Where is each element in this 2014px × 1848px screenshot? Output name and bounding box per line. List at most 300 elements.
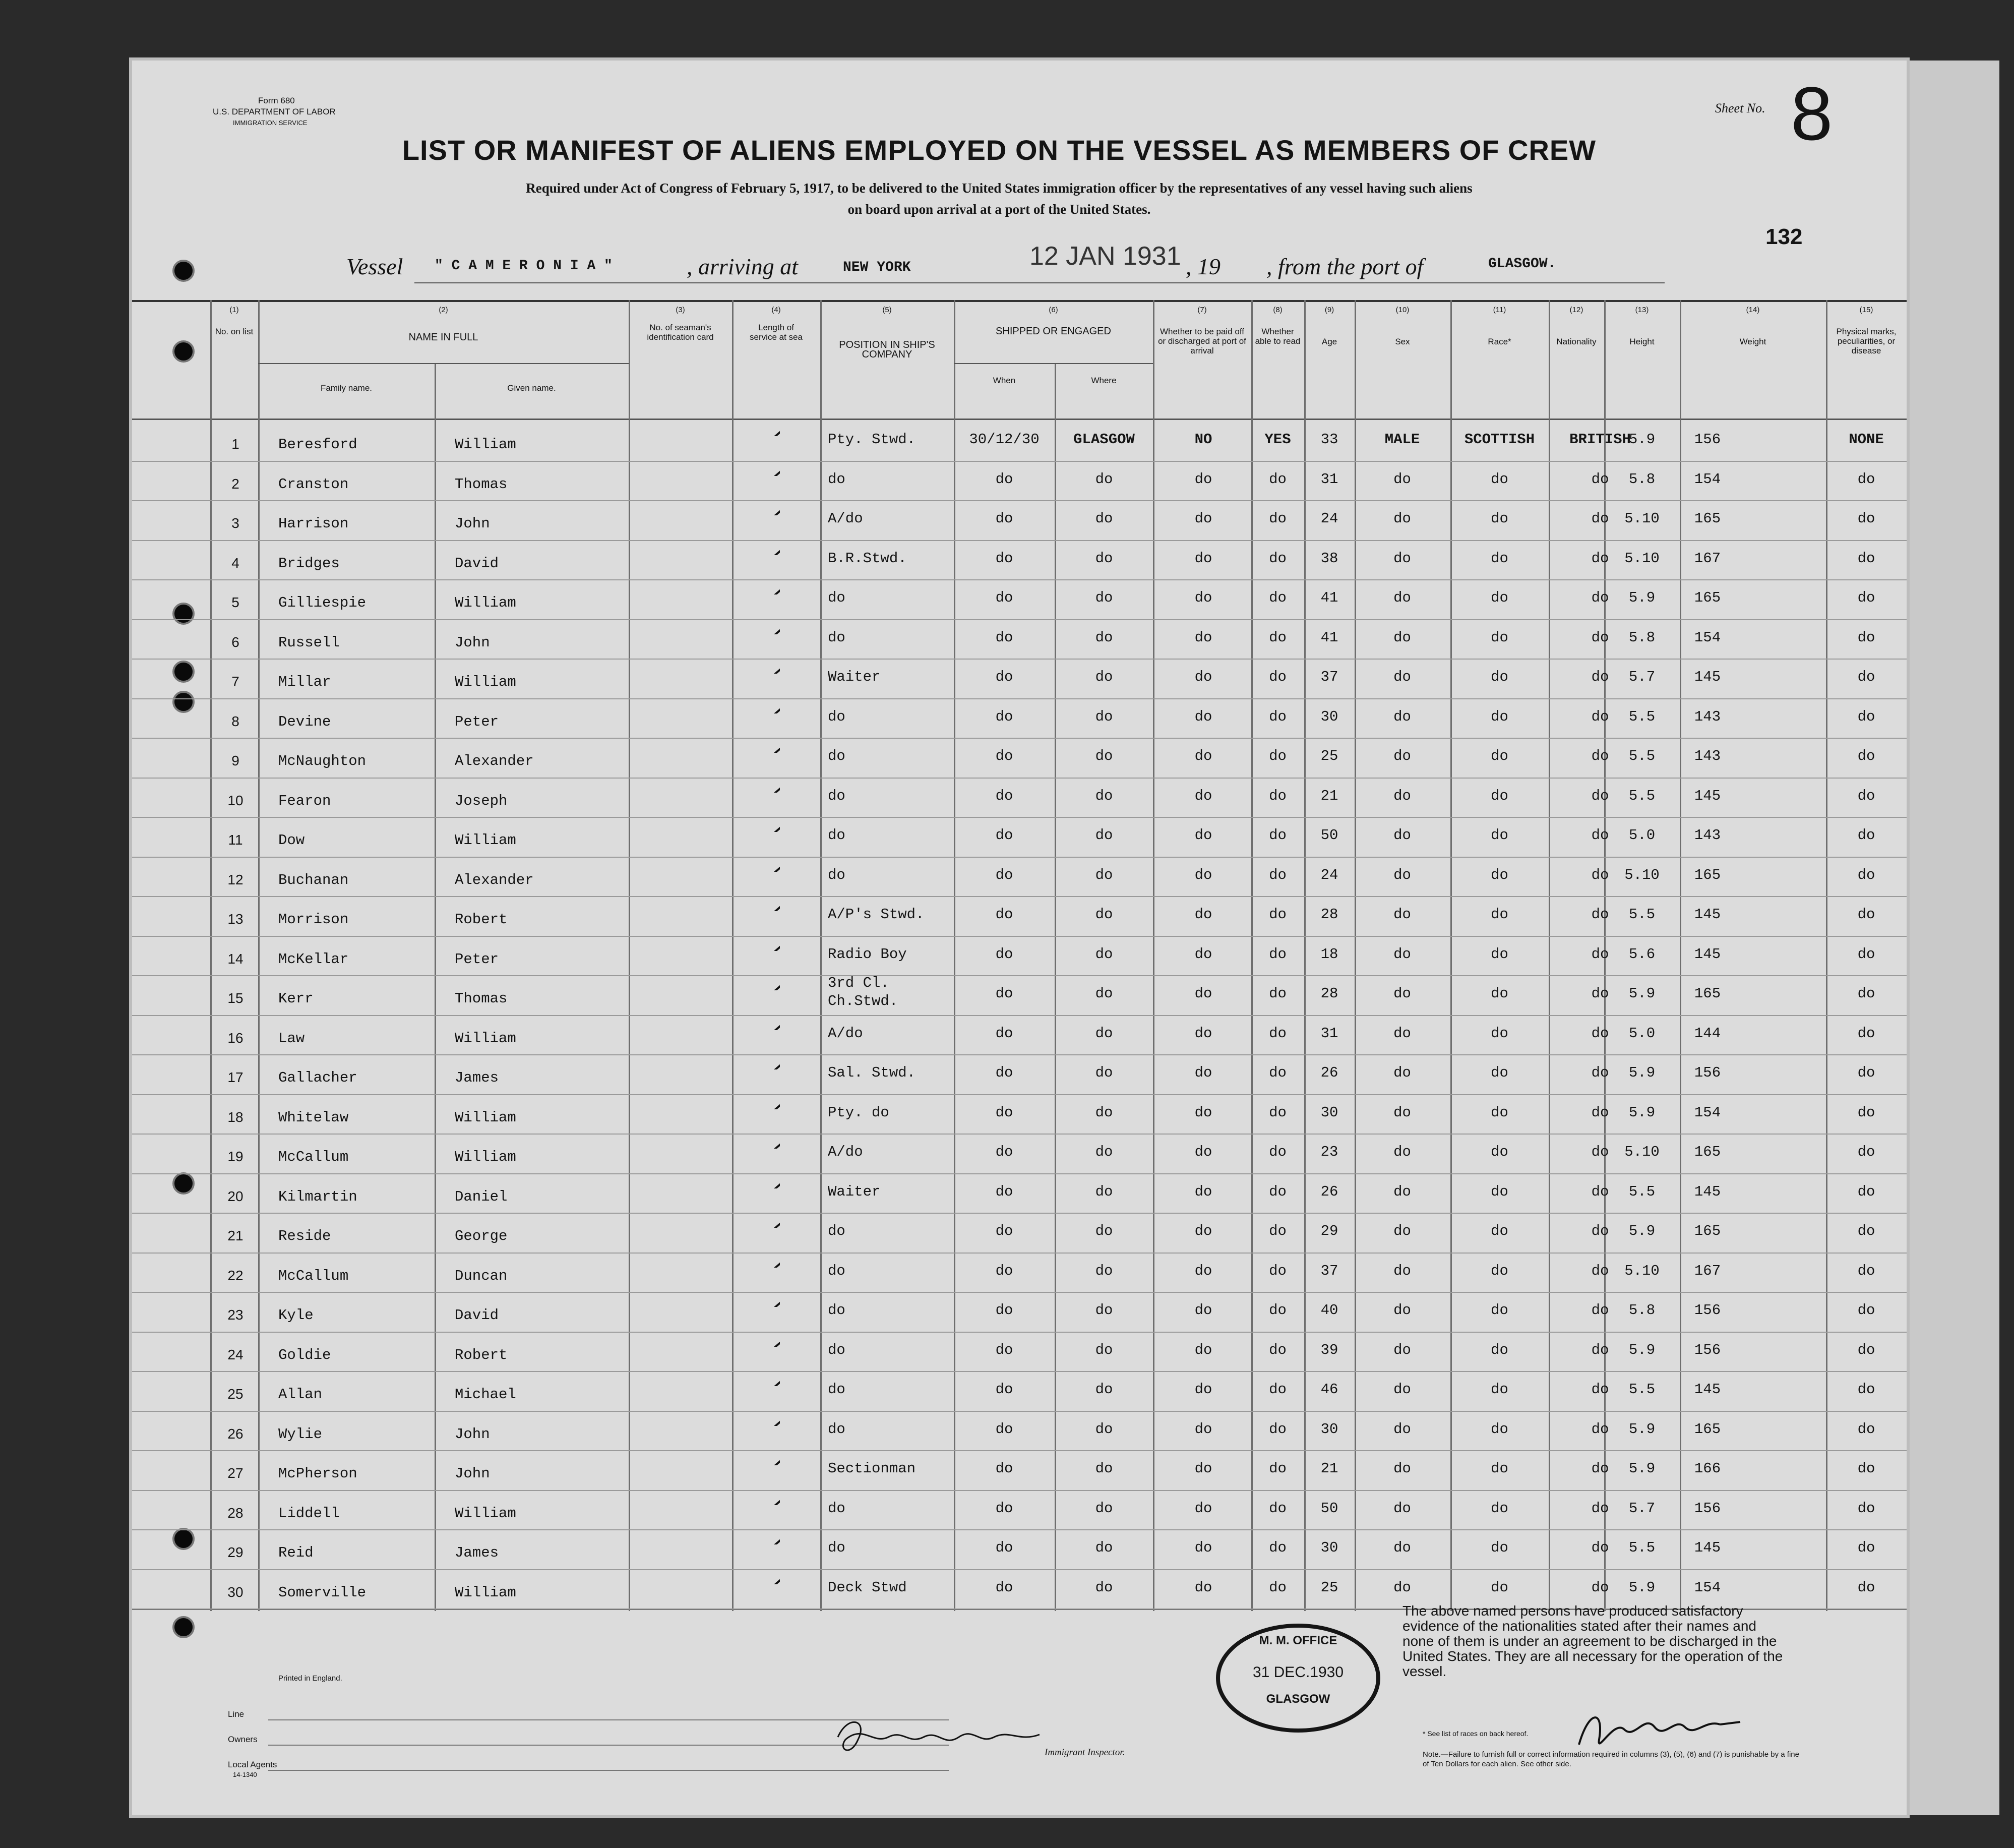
row-number-cell: 18 (227, 1109, 243, 1125)
height-cell: 5.5 (1628, 1381, 1656, 1398)
stamp-top-text: M. M. OFFICE (1259, 1634, 1337, 1647)
nationality-cell: do (1591, 827, 1609, 844)
mm-office-stamp (1216, 1624, 1380, 1733)
row-number-cell: 4 (231, 555, 239, 571)
race-cell: do (1491, 1183, 1508, 1200)
weight-cell: 154 (1694, 1579, 1721, 1596)
col-divider (732, 300, 734, 1611)
height-cell: 5.9 (1628, 985, 1656, 1002)
sex-cell: do (1393, 629, 1411, 646)
nationality-cell: BRITISH (1569, 431, 1631, 448)
shipped-when-cell: do (995, 866, 1013, 883)
row-rule (132, 698, 1907, 699)
given-name-cell: William (455, 436, 516, 453)
row-rule (132, 857, 1907, 858)
checkmark-icon (750, 411, 780, 436)
position-cell: Pty. Stwd. (828, 431, 916, 448)
physical-marks-cell: do (1857, 945, 1875, 963)
checkmark-icon (750, 530, 780, 555)
col-divider (1153, 300, 1154, 1611)
sex-cell: do (1393, 1302, 1411, 1319)
age-cell: 39 (1320, 1341, 1338, 1358)
shipped-when-cell: do (995, 1460, 1013, 1477)
weight-cell: 165 (1694, 510, 1721, 527)
given-name-cell: William (455, 1584, 516, 1601)
weight-cell: 143 (1694, 827, 1721, 844)
height-cell: 5.10 (1624, 510, 1660, 527)
paid-off-cell: do (1194, 748, 1212, 764)
position-cell: Waiter (828, 1183, 881, 1200)
position-cell: do (828, 787, 845, 804)
stamp-bottom-text: GLASGOW (1266, 1692, 1330, 1706)
nationality-cell: do (1591, 1381, 1609, 1398)
family-name-cell: Cranston (278, 475, 349, 493)
col15-number: (15) (1859, 306, 1873, 314)
race-cell: do (1491, 1302, 1508, 1319)
sex-cell: do (1393, 1500, 1411, 1517)
shipped-where-cell: do (1095, 1539, 1113, 1556)
family-name-cell: Kilmartin (278, 1188, 357, 1205)
col2-number: (2) (439, 306, 448, 314)
nationality-cell: do (1591, 708, 1609, 725)
position-cell: Deck Stwd (828, 1579, 907, 1596)
height-cell: 5.5 (1628, 906, 1656, 923)
underlying-page (1901, 61, 1999, 1815)
weight-cell: 166 (1694, 1460, 1721, 1477)
checkmark-icon (750, 648, 780, 674)
vessel-label: Vessel (346, 254, 403, 279)
weight-cell: 165 (1694, 1420, 1721, 1438)
inspector-label: Immigrant Inspector. (1045, 1747, 1125, 1758)
able-to-read-cell: do (1269, 1500, 1287, 1517)
able-to-read-cell: do (1269, 1223, 1287, 1239)
family-name-cell: Millar (278, 674, 331, 690)
race-cell: do (1491, 1064, 1508, 1081)
row-number-cell: 24 (227, 1346, 243, 1362)
given-name-cell: Thomas (455, 475, 508, 493)
given-name-cell: William (455, 1505, 516, 1522)
height-cell: 5.9 (1628, 1341, 1656, 1358)
height-cell: 5.9 (1628, 1460, 1656, 1477)
shipped-when-cell: do (995, 1500, 1013, 1517)
given-name-cell: Peter (455, 950, 499, 968)
year-label: , 19 (1186, 254, 1220, 279)
able-to-read-cell: do (1269, 589, 1287, 606)
race-cell: do (1491, 589, 1508, 606)
weight-cell: 156 (1694, 1302, 1721, 1319)
sex-cell: do (1393, 827, 1411, 844)
checkmark-icon (750, 1282, 780, 1307)
weight-cell: 143 (1694, 708, 1721, 725)
age-cell: 26 (1320, 1064, 1338, 1081)
row-rule (132, 461, 1907, 462)
position-cell: Sectionman (828, 1460, 916, 1477)
weight-cell: 165 (1694, 1144, 1721, 1160)
paid-off-cell: do (1194, 1500, 1212, 1517)
able-to-read-cell: do (1269, 1104, 1287, 1121)
shipped-when-cell: do (995, 906, 1013, 923)
agents-rule (268, 1770, 949, 1771)
checkmark-icon (750, 1440, 780, 1465)
age-cell: 28 (1320, 906, 1338, 923)
checkmark-icon (750, 1322, 780, 1347)
height-cell: 5.9 (1628, 1579, 1656, 1596)
age-cell: 38 (1320, 550, 1338, 567)
paid-off-cell: do (1194, 1183, 1212, 1200)
sex-cell: do (1393, 1420, 1411, 1438)
physical-marks-cell: do (1857, 1500, 1875, 1517)
col6b-header: Where (1091, 376, 1117, 385)
nationality-cell: do (1591, 1064, 1609, 1081)
position-cell: do (828, 1223, 845, 1239)
checkmark-icon (750, 1559, 780, 1584)
paid-off-cell: do (1194, 787, 1212, 804)
weight-cell: 145 (1694, 669, 1721, 685)
given-name-cell: James (455, 1544, 499, 1561)
height-cell: 5.9 (1628, 431, 1656, 448)
height-cell: 5.7 (1628, 669, 1656, 685)
family-name-cell: Kerr (278, 990, 314, 1007)
shipped-when-cell: do (995, 550, 1013, 567)
shipped-where-cell: do (1095, 1460, 1113, 1477)
height-cell: 5.6 (1628, 945, 1656, 963)
position-cell: do (828, 1381, 845, 1398)
arrival-port: NEW YORK (843, 260, 911, 275)
shipped-when-cell: do (995, 1223, 1013, 1239)
col2-header: NAME IN FULL (408, 332, 478, 343)
nationality-cell: do (1591, 1223, 1609, 1239)
paid-off-cell: do (1194, 589, 1212, 606)
weight-cell: 154 (1694, 470, 1721, 488)
checkmark-icon (750, 609, 780, 634)
master-signature (1569, 1699, 1760, 1760)
nationality-cell: do (1591, 550, 1609, 567)
able-to-read-cell: do (1269, 748, 1287, 764)
nationality-cell: do (1591, 1262, 1609, 1279)
row-number-cell: 9 (231, 753, 239, 768)
given-name-cell: John (455, 1465, 490, 1482)
row-number-cell: 3 (231, 515, 239, 531)
nationality-cell: do (1591, 985, 1609, 1002)
row-rule (132, 1134, 1907, 1135)
col-divider (629, 300, 630, 1611)
stamp-date: 31 DEC.1930 (1252, 1664, 1344, 1681)
row-number-cell: 2 (231, 475, 239, 492)
given-name-cell: William (455, 674, 516, 690)
physical-marks-cell: do (1857, 1104, 1875, 1121)
shipped-where-cell: do (1095, 1144, 1113, 1160)
height-cell: 5.10 (1624, 866, 1660, 883)
nationality-cell: do (1591, 787, 1609, 804)
physical-marks-cell: do (1857, 470, 1875, 488)
position-cell: B.R.Stwd. (828, 550, 907, 567)
paid-off-cell: do (1194, 708, 1212, 725)
physical-marks-cell: do (1857, 906, 1875, 923)
checkmark-icon (750, 1242, 780, 1268)
physical-marks-cell: do (1857, 1341, 1875, 1358)
able-to-read-cell: do (1269, 1381, 1287, 1398)
age-cell: 21 (1320, 787, 1338, 804)
row-rule (132, 1569, 1907, 1570)
sex-cell: do (1393, 1262, 1411, 1279)
age-cell: 41 (1320, 589, 1338, 606)
shipped-where-cell: GLASGOW (1073, 431, 1135, 448)
nationality-cell: do (1591, 1460, 1609, 1477)
shipped-subheader-rule (954, 363, 1153, 364)
able-to-read-cell: do (1269, 985, 1287, 1002)
nationality-cell: do (1591, 1302, 1609, 1319)
weight-cell: 156 (1694, 431, 1721, 448)
race-cell: do (1491, 787, 1508, 804)
family-name-cell: Whitelaw (278, 1109, 349, 1126)
age-cell: 24 (1320, 866, 1338, 883)
shipped-where-cell: do (1095, 1183, 1113, 1200)
sheet-number: 8 (1791, 71, 1833, 156)
checkmark-icon (750, 688, 780, 713)
race-cell: do (1491, 1500, 1508, 1517)
header-bottom-rule (132, 419, 1907, 420)
col6-header: SHIPPED OR ENGAGED (996, 326, 1111, 337)
given-name-cell: Thomas (455, 990, 508, 1007)
shipped-where-cell: do (1095, 1262, 1113, 1279)
shipped-when-cell: do (995, 708, 1013, 725)
paid-off-cell: do (1194, 470, 1212, 488)
race-cell: do (1491, 470, 1508, 488)
shipped-when-cell: do (995, 1341, 1013, 1358)
checkmark-icon (750, 451, 780, 476)
col-divider (820, 300, 822, 1611)
physical-marks-cell: do (1857, 748, 1875, 764)
age-cell: 30 (1320, 1420, 1338, 1438)
physical-marks-cell: do (1857, 1420, 1875, 1438)
family-name-cell: Reside (278, 1228, 331, 1244)
checkmark-icon (750, 1361, 780, 1386)
family-name-cell: Devine (278, 713, 331, 730)
race-cell: do (1491, 510, 1508, 527)
family-name-cell: McCallum (278, 1149, 349, 1165)
col15-header: Physical marks, peculiarities, or disease (1836, 327, 1897, 355)
paid-off-cell: do (1194, 1579, 1212, 1596)
given-name-cell: William (455, 832, 516, 849)
shipped-when-cell: do (995, 1420, 1013, 1438)
col14-number: (14) (1746, 306, 1760, 314)
form-code: 14-1340 (233, 1771, 257, 1778)
nationality-cell: do (1591, 748, 1609, 764)
punch-hole (172, 260, 195, 282)
shipped-where-cell: do (1095, 1500, 1113, 1517)
row-rule (132, 975, 1907, 976)
shipped-when-cell: do (995, 1539, 1013, 1556)
paid-off-cell: do (1194, 1262, 1212, 1279)
shipped-where-cell: do (1095, 470, 1113, 488)
shipped-where-cell: do (1095, 1104, 1113, 1121)
shipped-when-cell: do (995, 1302, 1013, 1319)
sex-cell: do (1393, 510, 1411, 527)
row-rule (132, 1094, 1907, 1095)
paid-off-cell: do (1194, 1104, 1212, 1121)
col3-number: (3) (676, 306, 685, 314)
position-cell: do (828, 866, 845, 883)
given-name-cell: Robert (455, 911, 508, 928)
col13-header: Height (1629, 337, 1655, 346)
row-rule (132, 540, 1907, 541)
race-cell: do (1491, 985, 1508, 1002)
row-number-cell: 20 (227, 1188, 243, 1204)
race-cell: do (1491, 669, 1508, 685)
height-cell: 5.7 (1628, 1500, 1656, 1517)
row-rule (132, 817, 1907, 818)
physical-marks-cell: do (1857, 1579, 1875, 1596)
family-name-cell: Beresford (278, 436, 357, 453)
race-cell: do (1491, 1104, 1508, 1121)
given-name-cell: John (455, 515, 490, 532)
age-cell: 30 (1320, 1104, 1338, 1121)
shipped-when-cell: do (995, 1262, 1013, 1279)
paid-off-cell: do (1194, 906, 1212, 923)
row-number-cell: 30 (227, 1584, 243, 1600)
physical-marks-cell: NONE (1849, 431, 1884, 448)
col2b-header: Given name. (507, 383, 556, 393)
able-to-read-cell: do (1269, 827, 1287, 844)
inspector-signature (828, 1709, 1080, 1765)
position-cell: do (828, 470, 845, 488)
weight-cell: 145 (1694, 1539, 1721, 1556)
physical-marks-cell: do (1857, 1460, 1875, 1477)
shipped-where-cell: do (1095, 1420, 1113, 1438)
nationality-cell: do (1591, 669, 1609, 685)
row-number-cell: 29 (227, 1544, 243, 1560)
physical-marks-cell: do (1857, 1539, 1875, 1556)
row-rule (132, 1411, 1907, 1412)
given-name-cell: Michael (455, 1386, 516, 1403)
physical-marks-cell: do (1857, 510, 1875, 527)
row-rule (132, 1450, 1907, 1451)
age-cell: 46 (1320, 1381, 1338, 1398)
age-cell: 50 (1320, 1500, 1338, 1517)
race-cell: do (1491, 1460, 1508, 1477)
paid-off-cell: do (1194, 827, 1212, 844)
paid-off-cell: do (1194, 669, 1212, 685)
nationality-cell: do (1591, 906, 1609, 923)
family-name-cell: Reid (278, 1544, 314, 1561)
shipped-where-cell: do (1095, 1341, 1113, 1358)
sex-cell: do (1393, 787, 1411, 804)
physical-marks-cell: do (1857, 1144, 1875, 1160)
shipped-when-cell: do (995, 1183, 1013, 1200)
weight-cell: 165 (1694, 1223, 1721, 1239)
given-name-cell: John (455, 1425, 490, 1443)
physical-marks-cell: do (1857, 550, 1875, 567)
able-to-read-cell: do (1269, 1460, 1287, 1477)
shipped-where-cell: do (1095, 906, 1113, 923)
age-cell: 25 (1320, 1579, 1338, 1596)
able-to-read-cell: do (1269, 1579, 1287, 1596)
shipped-when-cell: do (995, 1144, 1013, 1160)
age-cell: 31 (1320, 470, 1338, 488)
col-divider (1304, 300, 1306, 1611)
given-name-cell: James (455, 1069, 499, 1086)
arrival-date-stamp: 12 JAN 1931 (1029, 242, 1181, 271)
position-cell: A/do (828, 510, 863, 527)
sex-cell: do (1393, 1183, 1411, 1200)
paid-off-cell: do (1194, 1144, 1212, 1160)
nationality-cell: do (1591, 1144, 1609, 1160)
race-cell: do (1491, 1420, 1508, 1438)
paid-off-cell: do (1194, 1223, 1212, 1239)
able-to-read-cell: do (1269, 1144, 1287, 1160)
shipped-where-cell: do (1095, 1223, 1113, 1239)
name-subheader-rule (258, 363, 629, 364)
row-number-cell: 26 (227, 1425, 243, 1442)
nationality-cell: do (1591, 866, 1609, 883)
col8-number: (8) (1273, 306, 1283, 314)
height-cell: 5.0 (1628, 827, 1656, 844)
row-rule (132, 1529, 1907, 1530)
paid-off-cell: do (1194, 550, 1212, 567)
sex-cell: do (1393, 1064, 1411, 1081)
age-cell: 41 (1320, 629, 1338, 646)
race-cell: do (1491, 1381, 1508, 1398)
sex-cell: do (1393, 1144, 1411, 1160)
row-rule (132, 936, 1907, 937)
shipped-when-cell: do (995, 1064, 1013, 1081)
able-to-read-cell: do (1269, 669, 1287, 685)
punch-hole (172, 1172, 195, 1195)
race-cell: do (1491, 1579, 1508, 1596)
position-cell: Radio Boy (828, 945, 907, 963)
physical-marks-cell: do (1857, 669, 1875, 685)
race-cell: do (1491, 827, 1508, 844)
race-cell: do (1491, 1262, 1508, 1279)
family-name-cell: Allan (278, 1386, 323, 1403)
age-cell: 18 (1320, 945, 1338, 963)
nationality-cell: do (1591, 945, 1609, 963)
able-to-read-cell: do (1269, 1064, 1287, 1081)
position-cell: do (828, 708, 845, 725)
given-name-cell: Duncan (455, 1267, 508, 1284)
height-cell: 5.10 (1624, 1144, 1660, 1160)
row-rule (132, 1015, 1907, 1016)
height-cell: 5.8 (1628, 1302, 1656, 1319)
col3-header: No. of seaman's identification card (647, 323, 714, 342)
col10-number: (10) (1395, 306, 1410, 314)
given-name-cell: David (455, 1307, 499, 1324)
sex-cell: do (1393, 1223, 1411, 1239)
shipped-when-cell: do (995, 1025, 1013, 1042)
physical-marks-cell: do (1857, 1183, 1875, 1200)
race-cell: do (1491, 1144, 1508, 1160)
position-cell: do (828, 748, 845, 764)
shipped-when-cell: do (995, 510, 1013, 527)
col7-header: Whether to be paid off or discharged at port of arrival (1158, 327, 1246, 355)
line-label: Line (228, 1709, 245, 1719)
sheet-label: Sheet No. (1715, 101, 1765, 115)
nationality-cell: do (1591, 1500, 1609, 1517)
row-number-cell: 14 (227, 950, 243, 967)
paid-off-cell: do (1194, 985, 1212, 1002)
shipped-where-cell: do (1095, 1064, 1113, 1081)
nationality-cell: do (1591, 470, 1609, 488)
weight-cell: 156 (1694, 1341, 1721, 1358)
shipped-when-cell: do (995, 945, 1013, 963)
declaration-text: The above named persons have produced satisfactory evidence of the nationalities stated after their names and none of them is under an agreement to be discharged in the United States. They are all necessary for the operation of the vessel. (1402, 1603, 1783, 1679)
shipped-where-cell: do (1095, 866, 1113, 883)
height-cell: 5.9 (1628, 1420, 1656, 1438)
race-cell: do (1491, 629, 1508, 646)
printed-note: Printed in England. (278, 1674, 342, 1683)
weight-cell: 144 (1694, 1025, 1721, 1042)
shipped-when-cell: do (995, 985, 1013, 1002)
